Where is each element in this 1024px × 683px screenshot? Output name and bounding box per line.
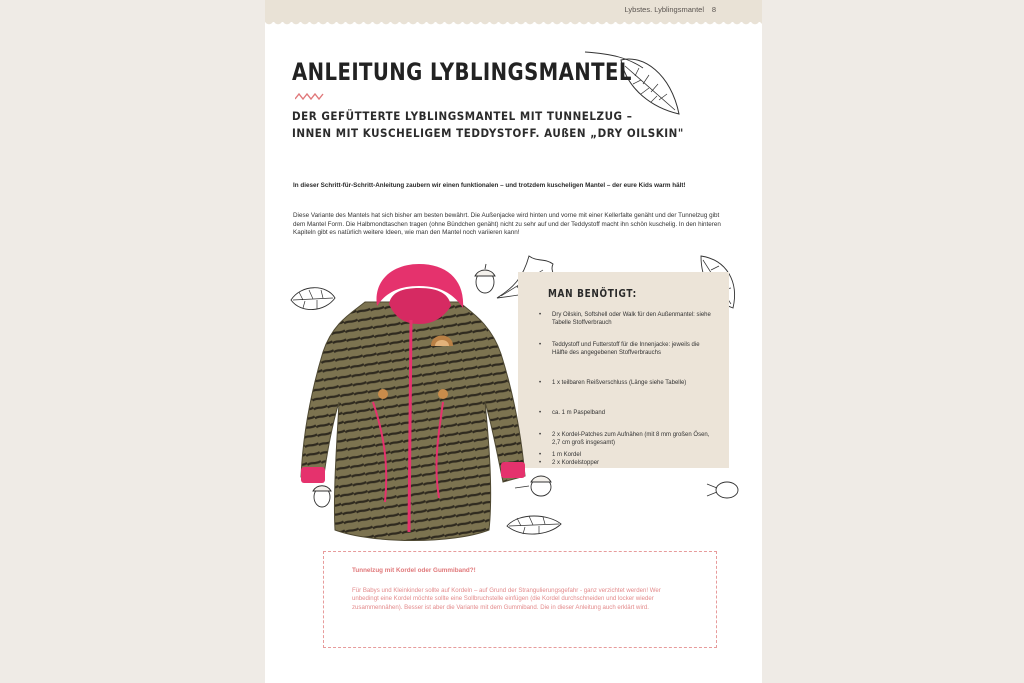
page-subtitle — [292, 108, 684, 142]
note-title: Tunnelzug mit Kordel oder Gummiband?! — [352, 567, 476, 574]
zigzag-ornament — [295, 92, 325, 102]
material-item: • Dry Oilskin, Softshell oder Walk für den Außenmantel: siehe Tabelle Stoffverbrauch — [552, 312, 712, 328]
material-item: • 2 x Kordel-Patches zum Aufnähen (mit 8 mm großen Ösen, 2,7 cm groß insgesamt) — [552, 432, 712, 448]
page-title: ANLEITUNG LYBLINGSMANTEL — [292, 58, 632, 86]
material-item: • ca. 1 m Paspelband — [552, 410, 712, 418]
body-paragraph: Diese Variante des Mantels hat sich bisher am besten bewährt. Die Außenjacke wird hinten und vorne mit einer Kellerfalte genäht und der Tunnelzug gibt dem Mantel Form. Die Halbmondtaschen tragen (ohne Bündchen genäht) nicht zu sehr auf und der Teddystoff macht ihn schön kuschelig. In den hinteren Kapiteln gibt es natürlich weitere Ideen, wie man den Mantel noch variieren kann! — [293, 212, 721, 236]
intro-paragraph: In dieser Schritt-für-Schritt-Anleitung zaubern wir einen funktionalen – und trotzdem kuscheligen Mantel – der eure Kids warm hält! — [293, 182, 686, 189]
material-item: • 2 x Kordelstopper — [552, 460, 712, 468]
material-item: • 1 m Kordel — [552, 452, 712, 460]
acorn-illustration-bottom — [309, 478, 335, 510]
materials-title: MAN BENÖTIGT: — [548, 288, 637, 300]
safety-note-box — [323, 551, 717, 648]
subtitle-line-1: DER GEFÜTTERTE LYBLINGSMANTEL MIT TUNNELZUG – — [292, 109, 633, 123]
subtitle-line-2: INNEN MIT KUSCHELIGEM TEDDYSTOFF. AUßEN „DRY OILSKIN" — [292, 126, 684, 140]
running-header-title: Lybstes. Lyblingsmantel — [624, 5, 704, 14]
material-item: • Teddystoff und Futterstoff für die Innenjacke: jeweils die Hälfte des angegebenen Stoffverbrauchs — [552, 342, 712, 358]
material-item: • 1 x teilbaren Reißverschluss (Länge siehe Tabelle) — [552, 380, 712, 388]
leaf-illustration-bottom — [503, 510, 565, 540]
page-number: 8 — [711, 5, 716, 14]
acorn-illustration-right — [703, 474, 745, 504]
document-page — [265, 0, 762, 683]
acorn-illustration-middle — [513, 468, 557, 502]
note-text: Für Babys und Kleinkinder sollte auf Kordeln – auf Grund der Strangulierungsgefahr - ganz verzichtet werden! Wer unbedingt eine Kordel möchte sollte eine Sollbruchstelle einfügen (die Kordel durchschneiden und locker wieder zusammennähen). Besser ist aber die Variante mit dem Gummiband. Die in dieser Anleitung auch erklärt wird. — [352, 587, 661, 611]
materials-box — [518, 272, 729, 468]
